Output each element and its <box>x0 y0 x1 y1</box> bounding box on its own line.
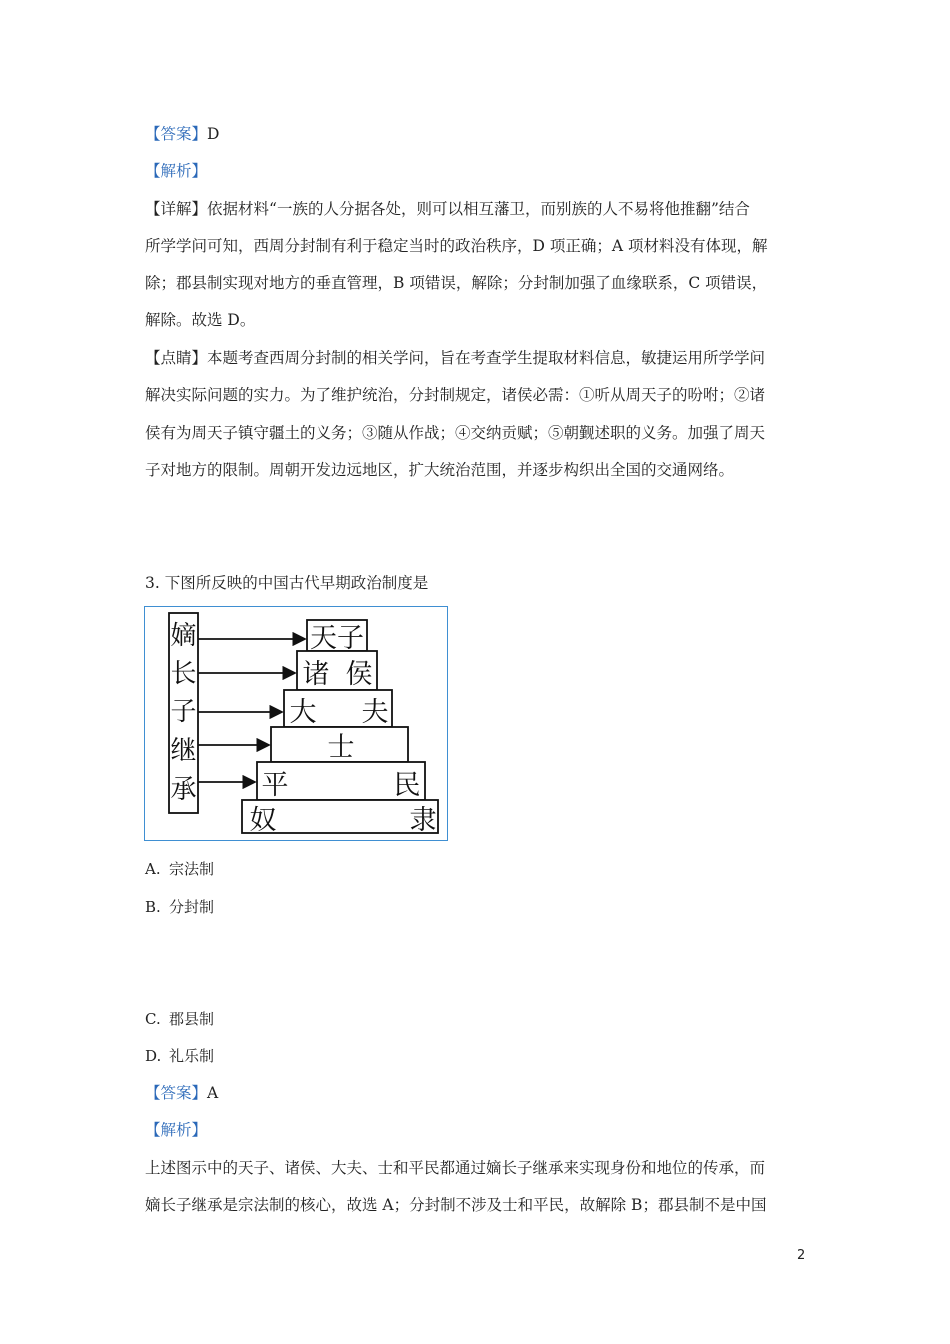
tier-label: 诸 <box>302 659 330 690</box>
comment-text: 本题考查西周分封制的相关学问，旨在考查学生提取材料信息，敏捷运用所学学问 <box>207 349 766 367</box>
option-letter: D. <box>145 1047 162 1065</box>
option-letter: A. <box>145 860 161 878</box>
comment-line-3: 侯有为周天子镇守疆土的义务；③随从作战；④交纳贡赋；⑤朝觐述职的义务。加强了周天 <box>145 424 766 442</box>
tier-label: 平 <box>261 770 289 801</box>
detail-text: 依据材料“一族的人分据各处，则可以相互藩卫，而别族的人不易将他推翻”结合 <box>207 200 750 218</box>
answer-line-2 <box>145 1083 218 1103</box>
question-stem: 3. 下图所反映的中国古代早期政治制度是 <box>145 574 429 592</box>
side-char: 承 <box>170 775 197 805</box>
option-text: 分封制 <box>169 898 215 916</box>
tier-label: 夫 <box>361 697 389 728</box>
option-b[interactable] <box>145 897 214 917</box>
option-text: 郡县制 <box>169 1010 215 1028</box>
detail-line-1 <box>145 199 750 219</box>
answer-value: A <box>207 1084 219 1102</box>
analysis-tag: 【解析】 <box>145 162 208 180</box>
tier-label: 隶 <box>409 805 437 836</box>
hierarchy-figure <box>144 606 448 841</box>
tier-label: 大 <box>289 697 317 728</box>
side-char: 长 <box>170 659 197 689</box>
option-letter: C. <box>145 1010 161 1028</box>
analysis-line-2: 嫡长子继承是宗法制的核心，故选 A；分封制不涉及士和平民，故解除 B；郡县制不是中国 <box>145 1196 767 1214</box>
page-number: 2 <box>797 1248 806 1263</box>
analysis-line-1: 上述图示中的天子、诸侯、大夫、士和平民都通过嫡长子继承来实现身份和地位的传承，而 <box>145 1159 766 1177</box>
answer-tag: 【答案】 <box>145 1084 208 1102</box>
side-char: 继 <box>170 736 197 766</box>
side-char: 嫡 <box>170 621 197 651</box>
comment-line-1 <box>145 348 765 368</box>
side-char: 子 <box>170 697 197 727</box>
analysis-heading-1 <box>145 161 207 181</box>
tier-label: 民 <box>393 770 421 801</box>
option-d[interactable] <box>145 1046 214 1066</box>
option-letter: B. <box>145 898 161 916</box>
option-text: 礼乐制 <box>169 1047 215 1065</box>
answer-line-1 <box>145 124 219 144</box>
tier-label: 奴 <box>249 805 277 836</box>
answer-value: D <box>207 125 220 143</box>
tier-label: 天子 <box>310 623 364 654</box>
detail-line-3: 除；郡县制实现对地方的垂直管理，B 项错误，解除；分封制加强了血缘联系，C 项错误， <box>145 274 768 292</box>
tier-label: 侯 <box>345 659 373 690</box>
detail-line-2: 所学学问可知，西周分封制有利于稳定当时的政治秩序，D 项正确；A 项材料没有体现，解 <box>145 237 768 255</box>
option-c[interactable] <box>145 1009 214 1029</box>
comment-line-4: 子对地方的限制。周朝开发边远地区，扩大统治范围，并逐步构织出全国的交通网络。 <box>145 461 735 479</box>
detail-tag: 【详解】 <box>145 200 208 218</box>
tier-label: 士 <box>327 732 355 763</box>
comment-line-2: 解决实际问题的实力。为了维护统治，分封制规定，诸侯必需：①听从周天子的吩咐；②诸 <box>145 386 766 404</box>
detail-line-4: 解除。故选 D。 <box>145 311 256 329</box>
option-text: 宗法制 <box>169 860 215 878</box>
analysis-tag: 【解析】 <box>145 1121 208 1139</box>
answer-tag: 【答案】 <box>145 125 208 143</box>
analysis-heading-2 <box>145 1120 207 1140</box>
comment-tag: 【点睛】 <box>145 349 208 367</box>
option-a[interactable] <box>145 859 214 879</box>
